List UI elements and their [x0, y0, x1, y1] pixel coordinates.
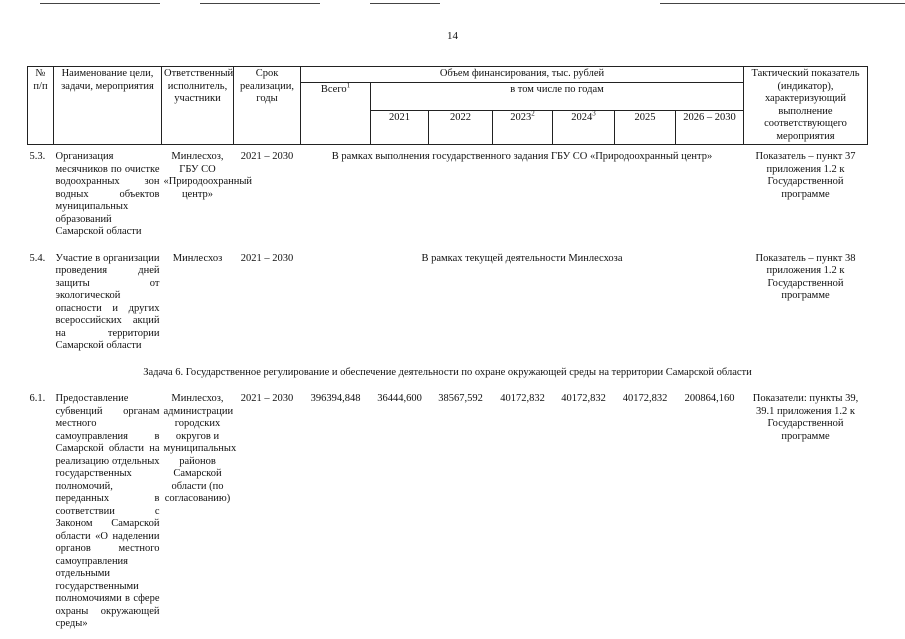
year-label: 2023 — [510, 112, 532, 123]
activity-name: Организация месячников по очистке водоохранных зон водных объектов муниципальных образований Самарской области — [55, 151, 160, 237]
footnote-marker: 1 — [346, 81, 351, 89]
table-row — [28, 247, 868, 361]
funding-note: В рамках текущей деятельности Минлесхоза — [421, 252, 623, 264]
task-row — [28, 361, 868, 388]
header-term: Срок реализации, годы — [234, 67, 301, 145]
header-total-label: Всего — [320, 83, 347, 95]
funding-year-value: 36444,600 — [377, 393, 422, 404]
table-row — [28, 145, 868, 247]
activity-name: Участие в организации проведения дней защиты от экологической опасности и других всероссийских акций на территории Самарской области — [55, 252, 160, 351]
scan-line — [200, 3, 320, 4]
indicator: Показатель – пункт 37 приложения 1.2 к Государственной программе — [755, 151, 856, 200]
header-year — [429, 111, 493, 145]
executor: Минлесхоз, администрации городских округов и муниципальных районов Самарской области (по согласованию) — [163, 393, 237, 504]
year-label: 2024 — [571, 112, 593, 123]
row-number: 5.4. — [29, 252, 46, 264]
header-funding: Объем финансирования, тыс. рублей — [301, 67, 744, 83]
executor: Минлесхоз — [172, 252, 223, 264]
year-label: 2021 — [389, 112, 410, 123]
header-year — [553, 111, 615, 145]
scan-line — [370, 3, 440, 4]
funding-total: 396394,848 — [310, 393, 361, 404]
row-number: 5.3. — [29, 151, 46, 162]
indicator: Показатель – пункт 38 приложения 1.2 к Государственной программе — [755, 252, 856, 301]
header-name: Наименование цели, задачи, мероприятия — [54, 67, 162, 145]
header-year — [615, 111, 676, 145]
funding-year-value: 38567,592 — [438, 393, 483, 404]
term: 2021 – 2030 — [240, 151, 294, 162]
scan-line — [660, 3, 905, 4]
table-row — [28, 387, 868, 639]
year-label: 2025 — [634, 112, 656, 123]
funding-note: В рамках выполнения государственного задания ГБУ СО «Природоохранный центр» — [331, 151, 713, 162]
header-by-years: в том числе по годам — [371, 82, 744, 111]
footnote-marker: 2 — [531, 109, 535, 118]
header-executor: Ответственный исполнитель, участники — [162, 67, 234, 145]
page-number: 14 — [447, 30, 458, 42]
activity-name: Предоставление субвенций органам местного самоуправления в Самарской области на реализацию отдельных государственных полномочий, переданных в соответствии с Законом Самарской области «О наделении органов местного самоуправления отдельными государственными полномочиями в сфере охраны окружающей среды» — [55, 393, 160, 629]
year-label: 2022 — [450, 112, 471, 123]
funding-year-value: 40172,832 — [500, 393, 545, 404]
header-indicator: Тактический показатель (индикатор), характеризующий выполнение соответствующего мероприятия — [744, 67, 868, 145]
funding-year-value: 200864,160 — [684, 393, 735, 404]
term: 2021 – 2030 — [240, 252, 294, 264]
row-number: 6.1. — [29, 393, 46, 404]
year-label: 2026 – 2030 — [683, 112, 736, 123]
header-year — [371, 111, 429, 145]
header-num: № п/п — [28, 67, 54, 145]
funding-year-value: 40172,832 — [561, 393, 606, 404]
executor: Минлесхоз, ГБУ СО «Природоохранный центр» — [163, 151, 253, 200]
funding-year-value: 40172,832 — [622, 393, 668, 404]
task-heading: Задача 6. Государственное регулирование и обеспечение деятельности по охране окружающей среды на территории Самарской области — [143, 366, 752, 378]
indicator: Показатели: пункты 39, 39.1 приложения 1.2 к Государственной программе — [752, 393, 859, 442]
footnote-marker: 3 — [592, 109, 596, 118]
header-total — [301, 82, 371, 145]
program-table — [27, 66, 868, 639]
header-year — [676, 111, 744, 145]
header-year — [493, 111, 553, 145]
term: 2021 – 2030 — [240, 393, 294, 404]
scan-line — [40, 3, 160, 4]
